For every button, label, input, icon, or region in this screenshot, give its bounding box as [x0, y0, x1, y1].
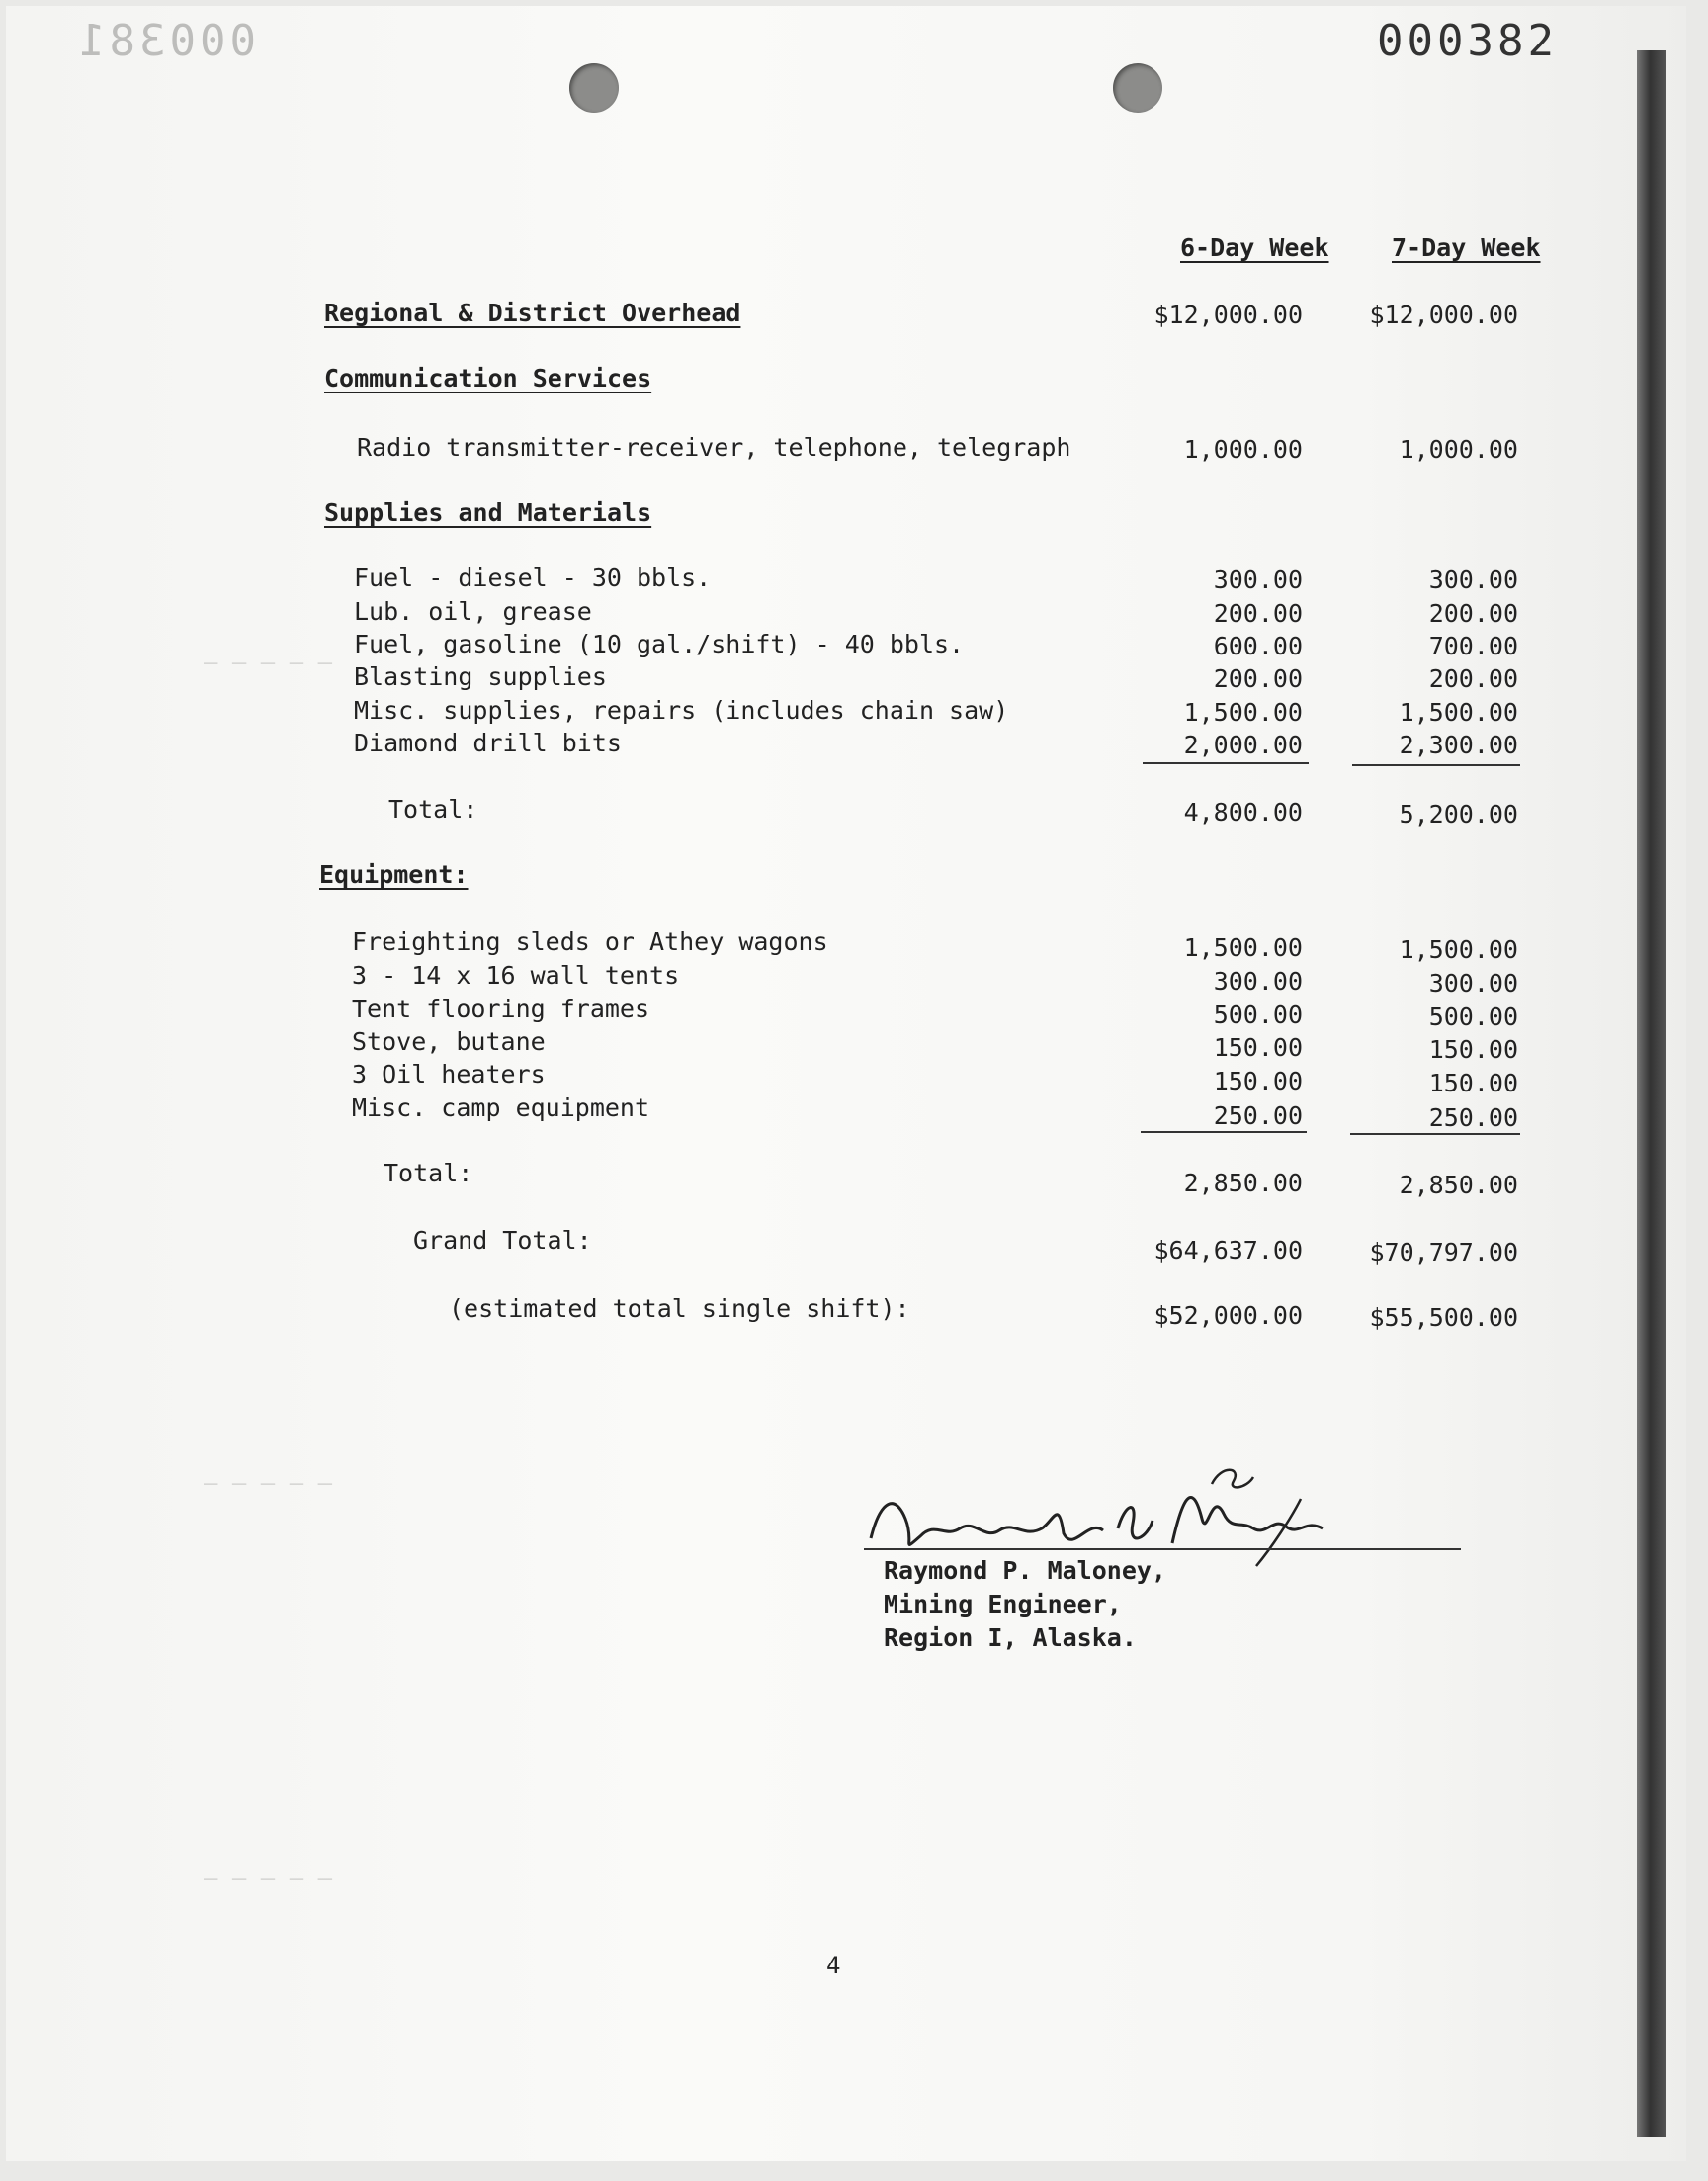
supplies-item-label: Blasting supplies: [354, 662, 607, 691]
signer-title: Mining Engineer,: [884, 1590, 1122, 1618]
equipment-item-seven-day: 300.00: [1428, 969, 1518, 998]
equipment-item-seven-day: 1,500.00: [1399, 935, 1518, 964]
equipment-item-seven-day: 500.00: [1428, 1003, 1518, 1031]
supplies-item-six-day: 2,000.00: [1183, 731, 1303, 759]
communication-item-label: Radio transmitter-receiver, telephone, telegraph: [357, 433, 1071, 462]
overhead-seven-day: $12,000.00: [1369, 301, 1518, 329]
equipment-item-six-day: 1,500.00: [1183, 933, 1303, 962]
punch-hole: [1113, 63, 1162, 113]
supplies-item-label: Misc. supplies, repairs (includes chain saw): [354, 696, 1009, 725]
equipment-item-label: Stove, butane: [352, 1027, 546, 1056]
grand-total-label: Grand Total:: [413, 1226, 592, 1255]
supplies-item-six-day: 300.00: [1213, 566, 1303, 594]
equipment-total-label: Total:: [384, 1159, 473, 1187]
communication-seven-day: 1,000.00: [1399, 435, 1518, 464]
supplies-item-label: Fuel, gasoline (10 gal./shift) - 40 bbls.: [354, 630, 965, 658]
column-header-six-day: 6-Day Week: [1180, 233, 1329, 262]
supplies-item-label: Lub. oil, grease: [354, 597, 592, 626]
sum-rule: [1350, 1133, 1520, 1135]
equipment-item-seven-day: 250.00: [1428, 1103, 1518, 1132]
single-shift-six-day: $52,000.00: [1153, 1301, 1303, 1330]
bleed-through-mark: — — — — —: [204, 649, 333, 676]
supplies-item-label: Diamond drill bits: [354, 729, 622, 757]
single-shift-seven-day: $55,500.00: [1369, 1303, 1518, 1332]
overhead-label: Regional & District Overhead: [324, 299, 741, 327]
doc-id: 000382: [1377, 16, 1558, 66]
supplies-heading: Supplies and Materials: [324, 498, 652, 527]
communication-six-day: 1,000.00: [1183, 435, 1303, 464]
bleed-through-mark: — — — — —: [204, 1865, 333, 1892]
supplies-item-six-day: 600.00: [1213, 632, 1303, 660]
single-shift-label: (estimated total single shift):: [449, 1294, 910, 1323]
column-header-seven-day: 7-Day Week: [1392, 233, 1541, 262]
sum-rule: [1141, 1131, 1307, 1133]
equipment-item-six-day: 150.00: [1213, 1067, 1303, 1095]
overhead-six-day: $12,000.00: [1153, 301, 1303, 329]
equipment-item-label: 3 Oil heaters: [352, 1060, 546, 1089]
grand-total-six-day: $64,637.00: [1153, 1236, 1303, 1265]
equipment-heading: Equipment:: [319, 860, 469, 889]
document-page: [6, 6, 1686, 2161]
handwritten-signature: [866, 1459, 1340, 1568]
punch-hole: [569, 63, 619, 113]
sum-rule: [1143, 762, 1309, 764]
supplies-item-seven-day: 1,500.00: [1399, 698, 1518, 727]
supplies-item-six-day: 1,500.00: [1183, 698, 1303, 727]
supplies-item-seven-day: 700.00: [1428, 632, 1518, 660]
supplies-item-six-day: 200.00: [1213, 599, 1303, 628]
equipment-item-seven-day: 150.00: [1428, 1069, 1518, 1097]
signer-region: Region I, Alaska.: [884, 1623, 1137, 1652]
supplies-total-label: Total:: [388, 795, 478, 824]
equipment-item-six-day: 250.00: [1213, 1101, 1303, 1130]
signature-line: [864, 1548, 1461, 1550]
supplies-total-six-day: 4,800.00: [1183, 798, 1303, 827]
equipment-item-label: 3 - 14 x 16 wall tents: [352, 961, 680, 990]
equipment-item-label: Misc. camp equipment: [352, 1093, 650, 1122]
supplies-item-seven-day: 2,300.00: [1399, 731, 1518, 759]
equipment-item-six-day: 300.00: [1213, 967, 1303, 996]
page-edge-shadow: [1637, 50, 1666, 2137]
equipment-item-label: Tent flooring frames: [352, 995, 650, 1023]
page-number: 4: [826, 1952, 841, 1979]
supplies-item-seven-day: 300.00: [1428, 566, 1518, 594]
equipment-total-seven-day: 2,850.00: [1399, 1171, 1518, 1199]
bleed-through-mark: — — — — —: [204, 1469, 333, 1497]
signer-name: Raymond P. Maloney,: [884, 1556, 1166, 1585]
equipment-item-label: Freighting sleds or Athey wagons: [352, 927, 828, 956]
supplies-item-seven-day: 200.00: [1428, 664, 1518, 693]
supplies-total-seven-day: 5,200.00: [1399, 800, 1518, 829]
equipment-total-six-day: 2,850.00: [1183, 1169, 1303, 1197]
bleed-through-doc-id: 000381: [75, 16, 256, 66]
equipment-item-six-day: 500.00: [1213, 1001, 1303, 1029]
communication-heading: Communication Services: [324, 364, 652, 393]
supplies-item-seven-day: 200.00: [1428, 599, 1518, 628]
equipment-item-seven-day: 150.00: [1428, 1035, 1518, 1064]
grand-total-seven-day: $70,797.00: [1369, 1238, 1518, 1266]
sum-rule: [1352, 764, 1520, 766]
supplies-item-six-day: 200.00: [1213, 664, 1303, 693]
supplies-item-label: Fuel - diesel - 30 bbls.: [354, 564, 712, 592]
equipment-item-six-day: 150.00: [1213, 1033, 1303, 1062]
